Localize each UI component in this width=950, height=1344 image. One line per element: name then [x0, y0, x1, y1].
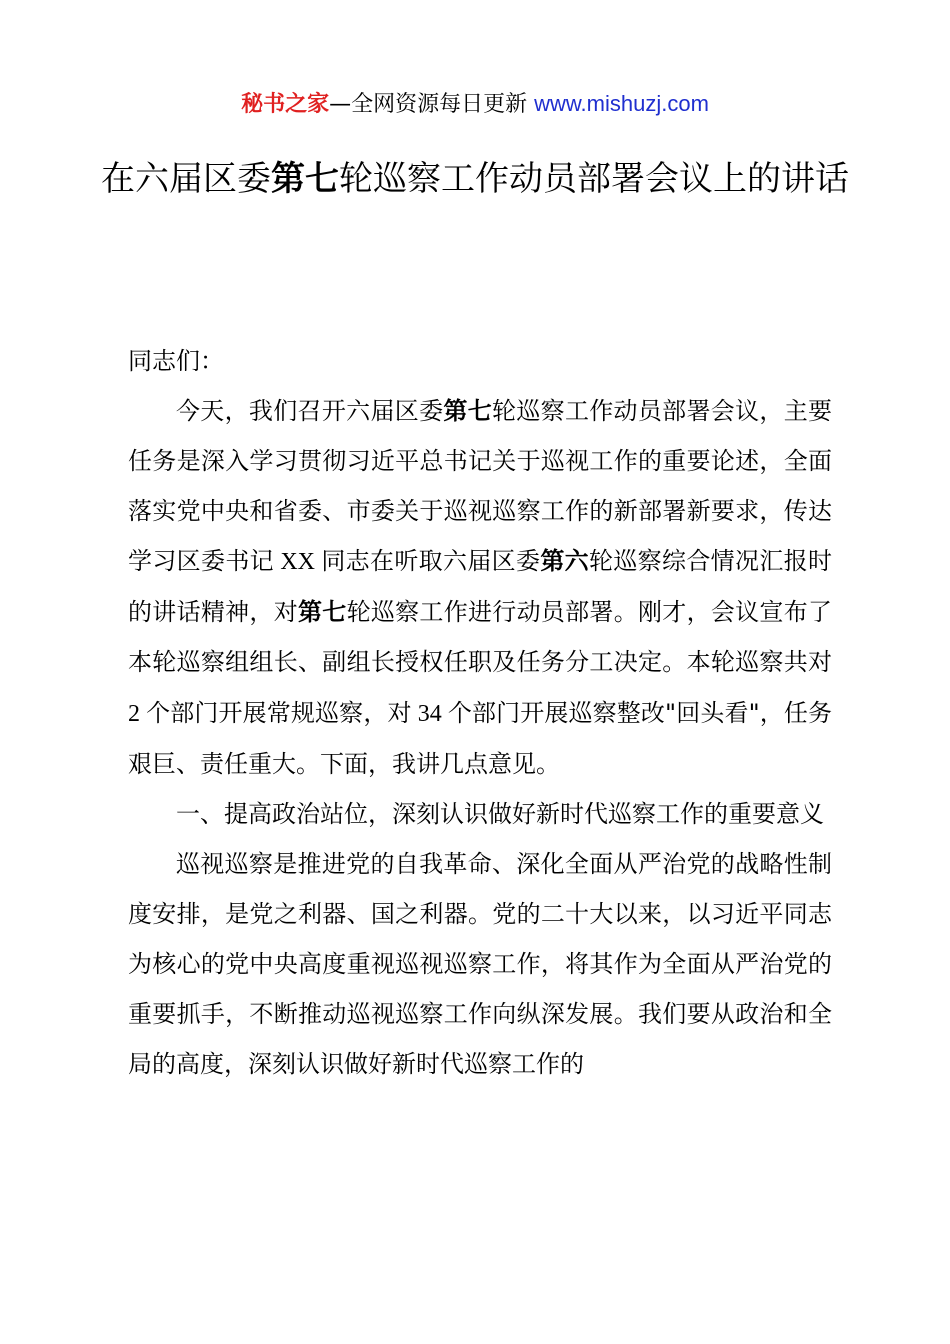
paragraph-2: 巡视巡察是推进党的自我革命、深化全面从严治党的战略性制度安排，是党之利器、国之利器。党的二十大以来，以习近平同志为核心的党中央高度重视巡视巡察工作，将其作为全面从严治党的重要抓手，不断推动巡视巡察工作向纵深发展。我们要从政治和全局的高度，深刻认识做好新时代巡察工作的 — [128, 850, 832, 1078]
p1-text-7: 个部门开展巡察整改"回头看"，任务艰巨、责任重大。下面，我讲几点意见。 — [128, 699, 833, 778]
title-part-2: 轮巡察工作动员部署会议上的讲话 — [339, 159, 849, 199]
brand-name: 秘书之家 — [241, 92, 330, 117]
p1-bold-3: 第七 — [298, 598, 347, 626]
p1-text-4: 轮巡察综合情况汇报时的讲话精神，对 — [128, 547, 833, 626]
header-tagline: —全网资源每日更新 — [329, 92, 535, 117]
p1-number-2: 34 — [411, 701, 448, 727]
p1-text-5: 轮巡察工作进行动员部署。刚才，会议宣布了本轮巡察组组长、副组长授权任职及任务分工决定。本轮巡察共对 — [128, 598, 833, 676]
p1-text-3: 同志在听取六届区委 — [321, 547, 541, 575]
p1-name-placeholder: XX — [274, 549, 322, 575]
paragraph-1 — [128, 386, 832, 789]
site-url-link[interactable]: www.mishuzj.com — [534, 91, 709, 116]
p1-text-1: 今天，我们召开六届区委 — [176, 397, 444, 425]
p1-bold-2: 第六 — [540, 547, 590, 575]
greeting: 同志们： — [128, 347, 224, 375]
site-header — [0, 88, 950, 121]
p1-text-2: 轮巡察工作动员部署会议，主要任务是深入学习贯彻习近平总书记关于巡视工作的重要论述，全面落实党中央和省委、市委关于巡视巡察工作的新部署新要求，传达学习区委书记 — [128, 397, 833, 575]
p1-bold-1: 第七 — [443, 397, 493, 425]
section-heading-1: 一、提高政治站位，深刻认识做好新时代巡察工作的重要意义 — [176, 800, 824, 828]
title-bold-1: 第七 — [271, 159, 339, 199]
document-title — [100, 152, 850, 206]
document-body — [128, 336, 832, 1089]
p1-text-6: 个部门开展常规巡察，对 — [146, 699, 412, 727]
title-part-1: 在六届区委 — [101, 159, 271, 199]
p1-number-1: 2 — [128, 701, 147, 727]
